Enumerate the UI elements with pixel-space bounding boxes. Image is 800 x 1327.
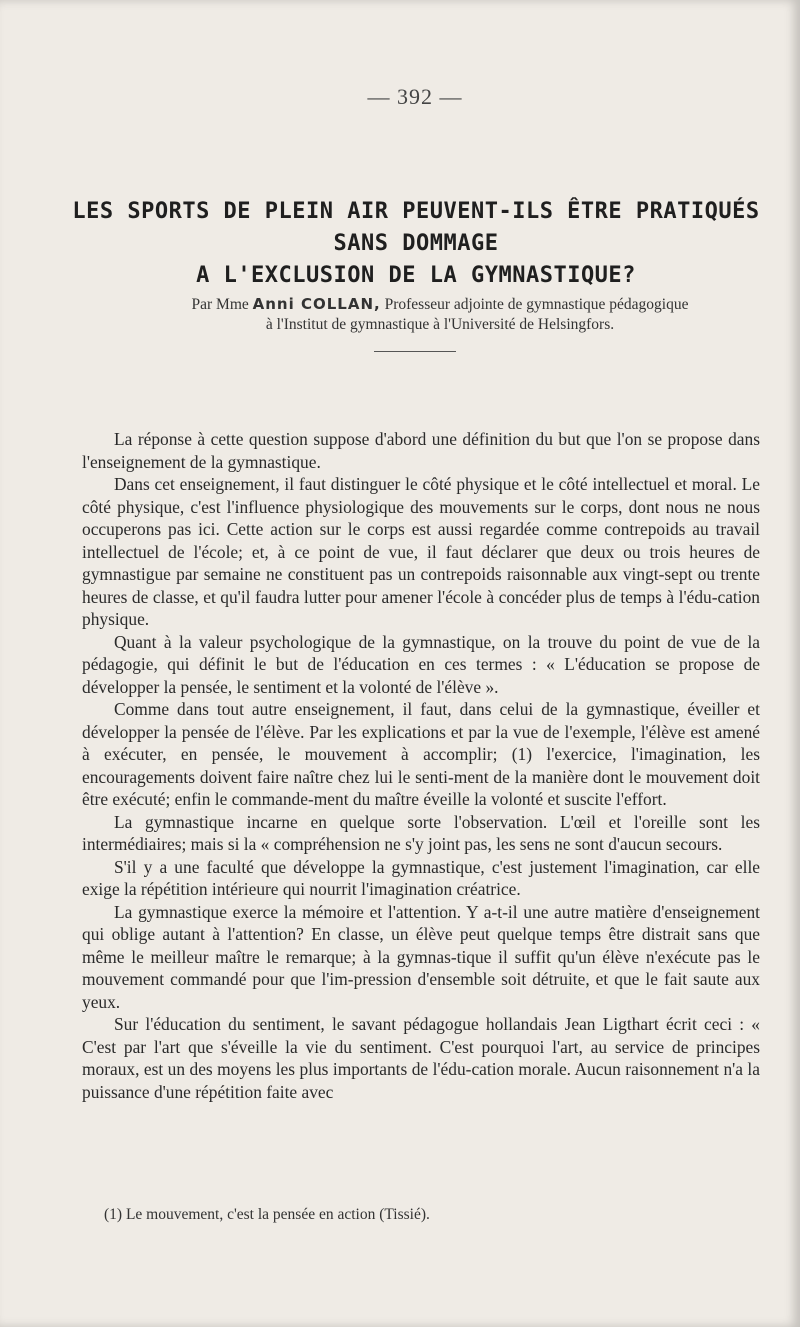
title-line-1: LES SPORTS DE PLEIN AIR PEUVENT-ILS ÊTRE PRATIQUÉS — [72, 199, 760, 224]
paragraph: S'il y a une faculté que développe la gymnastique, c'est justement l'imagination, car elle exige la répétition intérieure qui nourrit l'imagination créatrice. — [82, 856, 760, 899]
separator-rule — [374, 351, 456, 352]
paragraph: Dans cet enseignement, il faut distinguer le côté physique et le côté intellectuel et moral. Le côté physique, c'est l'influence physiologique des mouvements sur le corps, dont nous ne nous occuperons pas ici. Cette action sur le corps est aussi regardée comme contrepoids au travail intellectuel de l'école; et, à ce point de vue, il faut déclarer que deux ou trois heures de gymnastigue par semaine ne constituent pas un contrepoids raisonnable aux vingt-sept ou trente heures de classe, et qu'il faudra lutter pour amener l'école à concéder plus de temps à l'édu-cation physique. — [82, 474, 760, 629]
paragraph: Comme dans tout autre enseignement, il faut, dans celui de la gymnastique, éveiller et développer la pensée de l'élève. Par les explications et par la vue de l'exemple, l'élève est amené à exécuter, en pensée, le mouvement à accomplir; (1) l'exercice, l'imagination, les encouragements doivent faire naître chez lui le senti-ment de la manière dont le mouvement doit être exécuté; enfin le commande-ment du maître éveille la volonté et suscite l'effort. — [82, 699, 760, 809]
paragraph: La gymnastique exerce la mémoire et l'attention. Y a-t-il une autre matière d'enseignement qui oblige autant à l'attention? En classe, un élève peut quelque temps être distrait sans que même le meilleur maître le remarque; à la gymnas-tique il suffit qu'un élève n'exécute pas le mouvement commandé pour que l'im-pression d'ensemble soit détruite, et que le fait saute aux yeux. — [82, 901, 760, 1012]
page-number: — 392 — — [367, 84, 463, 109]
article-title — [60, 196, 772, 292]
article-body — [82, 428, 760, 1103]
byline — [60, 294, 800, 335]
paragraph: La gymnastique incarne en quelque sorte l'observation. L'œil et l'oreille sont les intermédiaires; mais si la « compréhension ne s'y joint pas, les sens ne sont d'aucun secours. — [82, 811, 760, 854]
paragraph: Quant à la valeur psychologique de la gymnastique, on la trouve du point de vue de la pédagogie, qui définit le but de l'éducation en ces termes : « L'éducation se propose de développer la pensée, le sentiment et la volonté de l'élève ». — [82, 631, 760, 697]
author-role: Professeur adjointe de gymnastique pédagogique — [384, 296, 689, 313]
title-line-2: SANS DOMMAGE — [333, 231, 499, 256]
author-name: Anni COLLAN, — [252, 295, 381, 313]
byline-first-line — [60, 294, 800, 315]
byline-prefix: Par Mme — [191, 296, 249, 313]
footnote: (1) Le mouvement, c'est la pensée en action (Tissié). — [104, 1206, 430, 1223]
paragraph: La réponse à cette question suppose d'abord une définition du but que l'on se propose dans l'enseignement de la gymnastique. — [82, 429, 760, 472]
paragraph: Sur l'éducation du sentiment, le savant pédagogue hollandais Jean Ligthart écrit ceci : « C'est par l'art que s'éveille la vie du sentiment. C'est pourquoi l'art, au service de principes moraux, est un des moyens les plus importants de l'édu-cation morale. Aucun raisonnement n'a la puissance d'une répétition faite avec — [82, 1014, 760, 1102]
author-institution: à l'Institut de gymnastique à l'Université de Helsingfors. — [265, 316, 615, 333]
title-line-3: A L'EXCLUSION DE LA GYMNASTIQUE? — [196, 263, 636, 288]
